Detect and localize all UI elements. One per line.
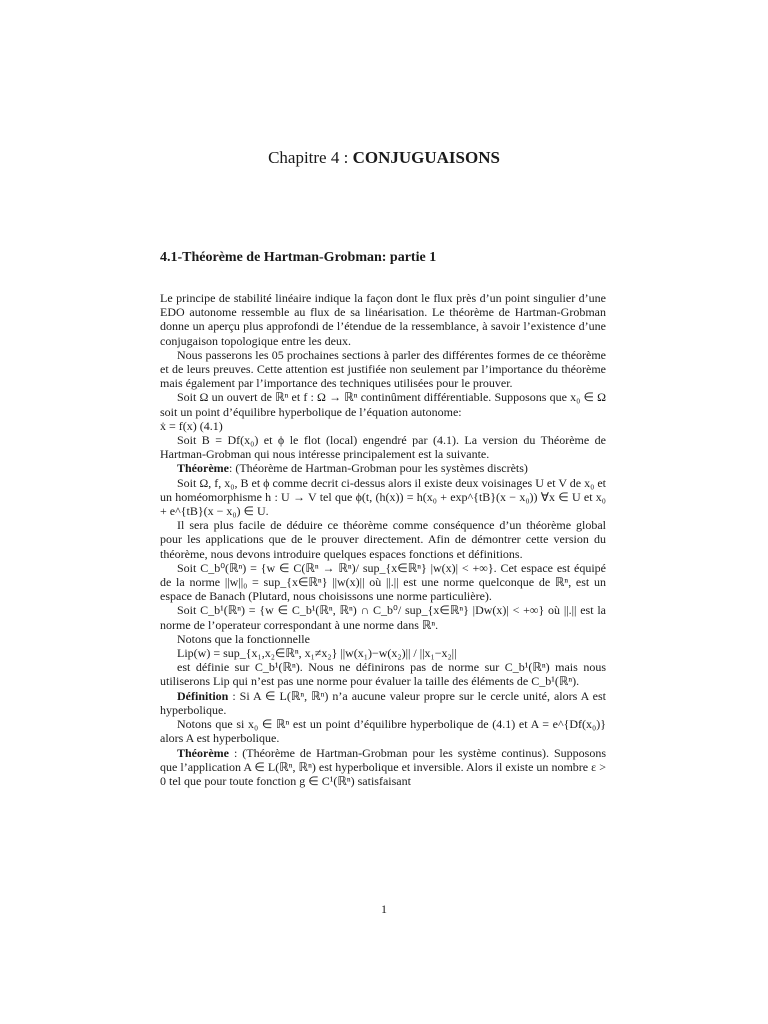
theorem-discrete-title: : (Théorème de Hartman-Grobman pour les systèmes discrèts) [228, 461, 528, 476]
paragraph-global: Il sera plus facile de déduire ce théorème comme conséquence d’un théorème global pour les applications que de le prouver directement. Afin de démontrer cette version du théorème, nous devons introduire quelques espaces fonctions et définitions. [160, 518, 606, 561]
equation-lip: Lip(w) = sup_{x₁,x₂∈ℝⁿ, x₁≠x₂} ||w(x₁)−w(x₂)|| / ||x₁−x₂|| [177, 646, 457, 661]
definition-hyperbolic [160, 689, 606, 717]
paragraph-overview: Nous passerons les 05 prochaines sections à parler des différentes formes de ce théorème et de leurs preuves. Cette attention est justifiée non seulement par l’importance du théorème mais également par l’importance des techniques utilisées pour le prouver. [160, 347, 606, 391]
chapter-title [0, 148, 768, 168]
paragraph-cb1: Soit C_b¹(ℝⁿ) = {w ∈ C_b¹(ℝⁿ, ℝⁿ) ∩ C_b⁰/ sup_{x∈ℝⁿ} |Dw(x)| < +∞} où ||.|| est la norme de l’operateur correspondant à une norme dans ℝⁿ. [160, 603, 606, 632]
chapter-prefix: Chapitre 4 : [268, 148, 353, 167]
paragraph-version: Soit B = Df(x₀) et ϕ le flot (local) engendré par (4.1). La version du Théorème de Hartman-Grobman qui nous intéresse principalement est la suivante. [160, 433, 606, 462]
paragraph-fonctionnelle: Notons que la fonctionnelle [177, 631, 310, 646]
definition-label: Définition [177, 688, 229, 703]
paragraph-note-hyperbolic: Notons que si x₀ ∈ ℝⁿ est un point d’équilibre hyperbolique de (4.1) et A = e^{Df(x₀)} alors A est hyperbolique. [160, 717, 606, 746]
page-number: 1 [381, 902, 387, 916]
theorem-discrete-statement: Soit Ω, f, x₀, B et ϕ comme decrit ci-dessus alors il existe deux voisinages U et V de x₀ et un homéomorphisme h : U → V tel que ϕ(t, (h(x)) = h(x₀ + exp^{tB}(x − x₀)) ∀x ∈ U et x₀ + e^{tB}(x − x₀) ∈ U. [160, 475, 606, 519]
body-text [160, 291, 606, 788]
theorem-discrete-heading [160, 461, 606, 475]
chapter-name: CONJUGUAISONS [352, 148, 500, 167]
equation-4-1: ẋ = f(x) (4.1) [160, 418, 223, 433]
paragraph-cb0: Soit C_b⁰(ℝⁿ) = {w ∈ C(ℝⁿ → ℝⁿ)/ sup_{x∈ℝⁿ} |w(x)| < +∞}. Cet espace est équipé de la norme ||w||₀ = sup_{x∈ℝⁿ} ||w(x)|| où ||.|| est une norme quelconque de ℝⁿ, est un espace de Banach (Plutard, nous choisissons une norme particulière). [160, 560, 606, 604]
theorem-continuous [160, 746, 606, 789]
definition-text: : Si A ∈ L(ℝⁿ, ℝⁿ) n’a aucune valeur propre sur le cercle unité, alors A est hyperbolique. [160, 688, 606, 717]
theorem-label: Théorème [177, 745, 229, 760]
section-title: 4.1-Théorème de Hartman-Grobman: partie 1 [160, 250, 437, 265]
theorem-label: Théorème [177, 461, 229, 476]
paragraph-intro: Le principe de stabilité linéaire indique la façon dont le flux près d’un point singulier d’une EDO autonome ressemble au flux de sa linéarisation. Le théorème de Hartman-Grobman donne un aperçu plus approfondi de l’étendue de la ressemblance, à savoir l’existence d’une conjugaison topologique entre les deux. [160, 291, 606, 348]
theorem-continuous-text: : (Théorème de Hartman-Grobman pour les système continus). Supposons que l’application A ∈ L(ℝⁿ, ℝⁿ) est hyperbolique et inversible. Alors il existe un nombre ε > 0 tel que pour toute fonction g ∈ C¹(ℝⁿ) satisfaisant [160, 745, 606, 788]
paragraph-setup: Soit Ω un ouvert de ℝⁿ et f : Ω → ℝⁿ continûment différentiable. Supposons que x₀ ∈ Ω soit un point d’équilibre hyperbolique de l’équation autonome: [160, 390, 606, 419]
paragraph-lip-defined: est définie sur C_b¹(ℝⁿ). Nous ne définirons pas de norme sur C_b¹(ℝⁿ) mais nous utiliserons Lip qui n’est pas une norme pour évaluer la taille des éléments de C_b¹(ℝⁿ). [160, 660, 606, 689]
